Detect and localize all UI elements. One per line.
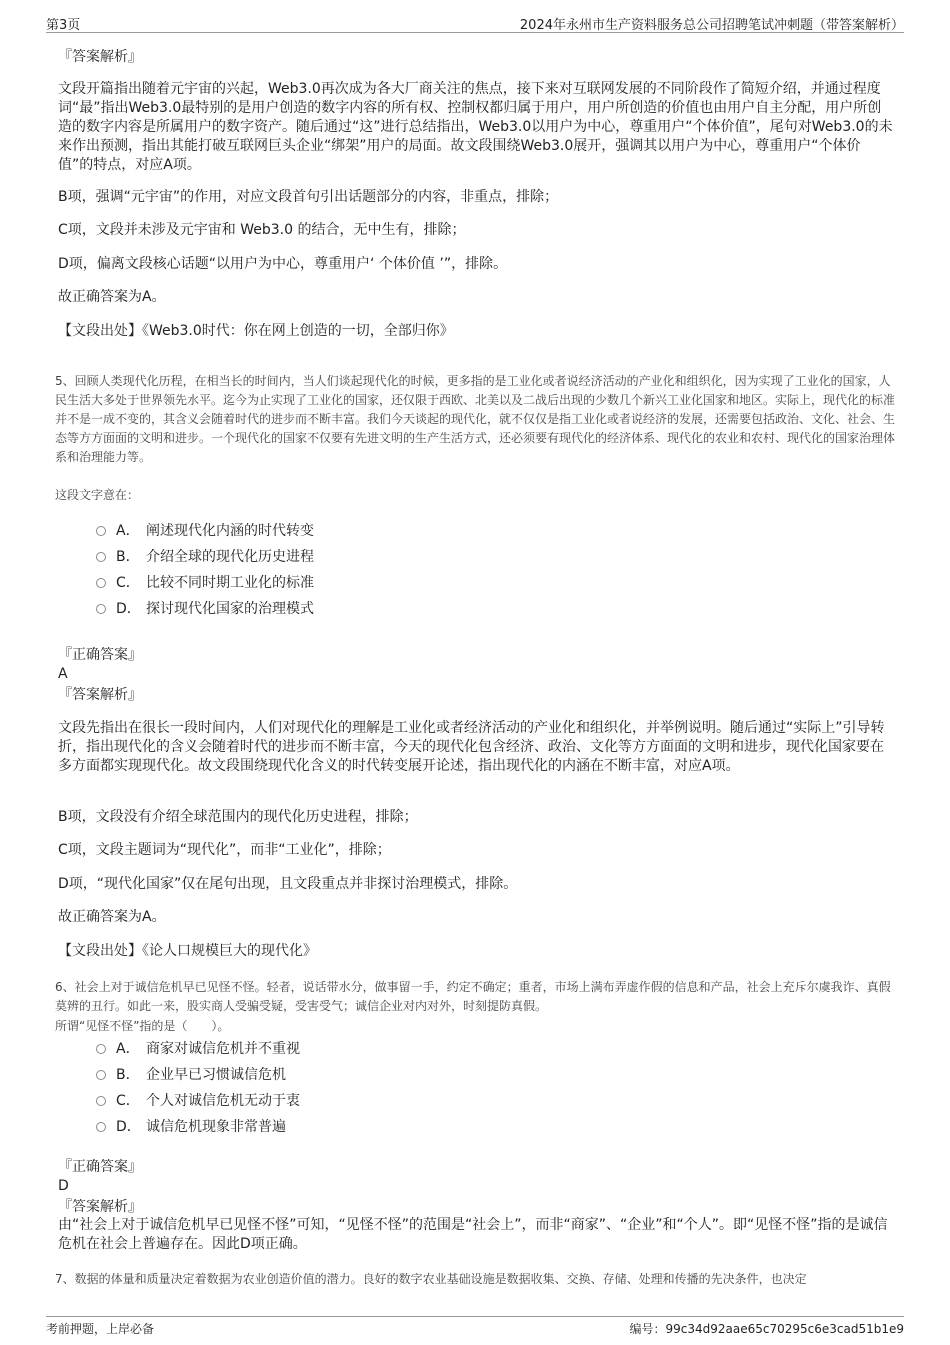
q6-option-d[interactable]	[96, 1117, 286, 1137]
q6-option-c[interactable]	[96, 1091, 300, 1111]
page-number: 第3页	[46, 18, 81, 33]
q5-conclusion: 故正确答案为A。	[58, 909, 166, 925]
option-text: 介绍全球的现代化历史进程	[146, 549, 314, 565]
q5-analysis: 文段先指出在很长一段时间内，人们对现代化的理解是工业化或者经济活动的产业化和组织化，并举例说明。随后通过“实际上”引导转折，指出现代化的含义会随着时代的进步而不断丰富，今天的现代化包含经济、政治、文化等方方面面的文明和进步，现代化国家要在多方面都实现现代化。故文段围绕现代化含义的时代转变展开论述，指出现代化的内涵在不断丰富，对应A项。	[58, 720, 885, 774]
q5-answer-label: 『正确答案』	[58, 647, 142, 663]
option-text: 阐述现代化内涵的时代转变	[146, 523, 314, 539]
radio-icon[interactable]	[96, 1070, 106, 1080]
radio-icon[interactable]	[96, 1122, 106, 1132]
q4-option-c-note: C项，文段并未涉及元宇宙和 Web3.0 的结合，无中生有，排除；	[58, 222, 466, 238]
q4-conclusion: 故正确答案为A。	[58, 289, 166, 305]
q5-analysis-label: 『答案解析』	[58, 687, 142, 703]
option-text: 探讨现代化国家的治理模式	[146, 601, 314, 617]
footer-code-label: 编号：	[629, 1322, 666, 1336]
q4-source: 【文段出处】《Web3.0时代：你在网上创造的一切，全部归你》	[58, 323, 454, 339]
q4-option-d-note: D项，偏离文段核心话题“以用户为中心，尊重用户‘ 个体价值 ’”，排除。	[58, 256, 508, 272]
q6-answer-label: 『正确答案』	[58, 1159, 142, 1175]
option-letter: A．	[116, 1041, 140, 1057]
option-letter: A．	[116, 523, 140, 539]
q4-analysis-label: 『答案解析』	[58, 49, 142, 65]
option-text: 企业早已习惯诚信危机	[146, 1067, 286, 1083]
radio-icon[interactable]	[96, 1044, 106, 1054]
q5-option-b[interactable]	[96, 547, 314, 567]
radio-icon[interactable]	[96, 526, 106, 536]
footer-code-value: 99c34d92aae65c70295c6e3cad51b1e9	[665, 1322, 904, 1336]
option-letter: D．	[116, 1119, 141, 1135]
option-letter: D．	[116, 601, 141, 617]
radio-icon[interactable]	[96, 552, 106, 562]
q6-option-a[interactable]	[96, 1039, 300, 1059]
q7-text: 7、数据的体量和质量决定着数据为农业创造价值的潜力。良好的数字农业基础设施是数据收集、交换、存储、处理和传播的先决条件，也决定	[55, 1272, 807, 1286]
page-header	[46, 14, 904, 33]
option-letter: B．	[116, 1067, 140, 1083]
q6-analysis-label: 『答案解析』	[58, 1199, 142, 1215]
q5-option-c-note: C项，文段主题词为“现代化”，而非“工业化”，排除；	[58, 842, 391, 858]
radio-icon[interactable]	[96, 1096, 106, 1106]
option-letter: C．	[116, 1093, 140, 1109]
footer-slogan: 考前押题，上岸必备	[46, 1322, 155, 1336]
q5-option-c[interactable]	[96, 573, 314, 593]
q5-option-d-note: D项，“现代化国家”仅在尾句出现，且文段重点并非探讨治理模式，排除。	[58, 876, 518, 892]
option-letter: B．	[116, 549, 140, 565]
option-text: 比较不同时期工业化的标准	[146, 575, 314, 591]
q6-prompt: 所谓“见怪不怪”指的是（ ）。	[55, 1019, 230, 1033]
radio-icon[interactable]	[96, 578, 106, 588]
radio-icon[interactable]	[96, 604, 106, 614]
document-title: 2024年永州市生产资料服务总公司招聘笔试冲刺题（带答案解析）	[519, 18, 904, 33]
q4-option-b-note: B项，强调“元宇宙”的作用，对应文段首句引出话题部分的内容，非重点，排除；	[58, 189, 559, 205]
option-text: 诚信危机现象非常普遍	[146, 1119, 286, 1135]
q6-option-b[interactable]	[96, 1065, 286, 1085]
q6-analysis: 由“社会上对于诚信危机早已见怪不怪”可知，“见怪不怪”的范围是“社会上”，而非“商家”、“企业”和“个人”。即“见怪不怪”指的是诚信危机在社会上普遍存在。因此D项正确。	[58, 1217, 888, 1252]
q5-option-d[interactable]	[96, 599, 314, 619]
q5-option-a[interactable]	[96, 521, 314, 541]
q5-answer: A	[58, 666, 68, 682]
q5-source: 【文段出处】《论人口规模巨大的现代化》	[58, 943, 317, 959]
q6-answer: D	[58, 1178, 69, 1194]
q4-analysis: 文段开篇指出随着元宇宙的兴起，Web3.0再次成为各大厂商关注的焦点，接下来对互联网发展的不同阶段作了简短介绍，并通过程度词“最”指出Web3.0最特别的是用户创造的数字内容的所有权、控制权都归属于用户，用户所创造的价值也由用户自主分配，用户所创造的数字内容是所属用户的数字资产。随后通过“这”进行总结指出，Web3.0以用户为中心，尊重用户“个体价值”，尾句对Web3.0的未来作出预测，指出其能打破互联网巨头企业“绑架”用户的局面。故文段围绕Web3.0展开，强调其以用户为中心，尊重用户“个体价值”的特点，对应A项。	[58, 81, 893, 173]
q6-text: 6、社会上对于诚信危机早已见怪不怪。轻者，说话带水分，做事留一手，约定不确定；重者，市场上满布弄虚作假的信息和产品，社会上充斥尔虞我诈、真假莫辨的丑行。如此一来，股实商人受骗受疑，受害受气；诚信企业对内对外，时刻提防真假。	[55, 980, 891, 1013]
option-text: 商家对诚信危机并不重视	[146, 1041, 300, 1057]
option-letter: C．	[116, 575, 140, 591]
page-footer	[46, 1316, 904, 1337]
q5-prompt: 这段文字意在：	[55, 488, 140, 502]
q5-option-b-note: B项，文段没有介绍全球范围内的现代化历史进程，排除；	[58, 809, 418, 825]
option-text: 个人对诚信危机无动于衷	[146, 1093, 300, 1109]
q5-text: 5、回顾人类现代化历程，在相当长的时间内，当人们谈起现代化的时候，更多指的是工业化或者说经济活动的产业化和组织化，因为实现了工业化的国家，人民生活大多处于世界领先水平。迄今为止实现了工业化的国家，还仅限于西欧、北美以及二战后出现的少数几个新兴工业化国家和地区。实际上，现代化的标准并不是一成不变的，其含义会随着时代的进步而不断丰富。我们今天谈起的现代化，就不仅仅是指工业化或者说经济的发展，还需要包括政治、文化、社会、生态等方方面面的文明和进步。一个现代化的国家不仅要有先进文明的生产生活方式，还必须要有现代化的经济体系、现代化的农业和农村、现代化的国家治理体系和治理能力等。	[55, 374, 896, 464]
footer-code	[629, 1320, 904, 1337]
